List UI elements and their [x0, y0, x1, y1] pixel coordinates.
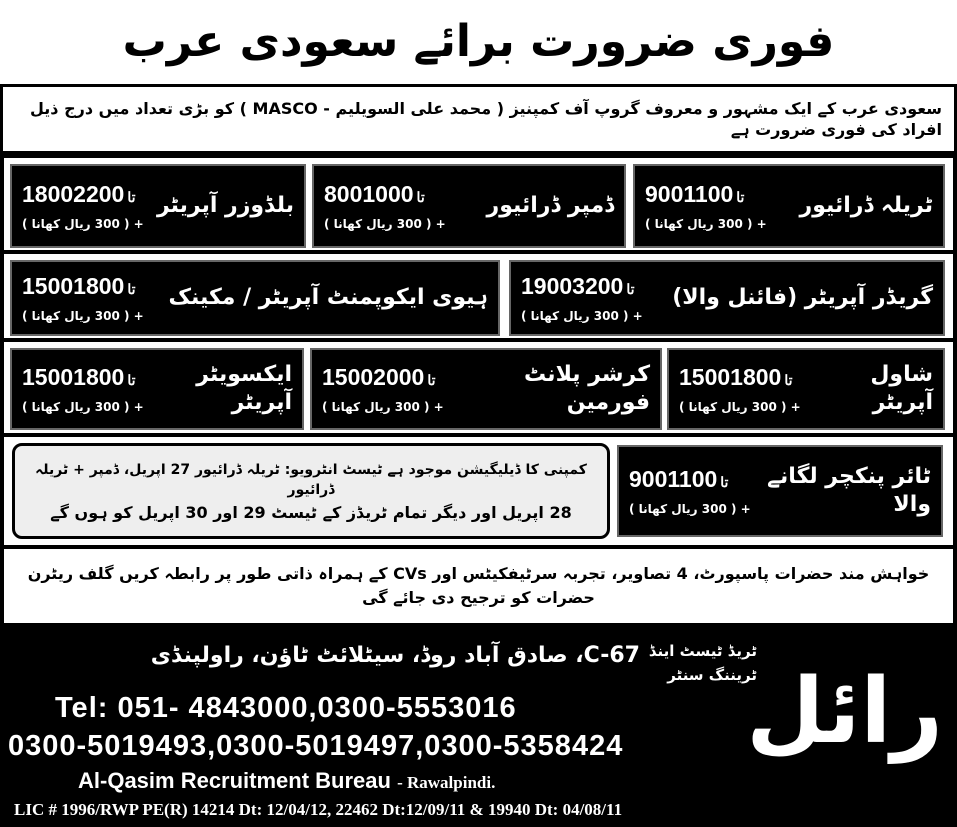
- job-title: گریڈر آپریٹر (فائنل والا): [672, 285, 933, 310]
- food-allowance: + ( 300 ریال کھانا ): [322, 399, 444, 414]
- salary-max: 1800: [73, 363, 125, 390]
- salary-block: [645, 181, 767, 232]
- salary-min: 1500: [22, 363, 74, 390]
- application-instructions-text: خواہش مند حضرات پاسپورٹ، 4 تصاویر، تجربہ سرٹیفکیٹس اور CVs کے ہمراہ ذاتی طور پر رابطہ کریں گلف ریٹرن حضرات کو ترجیح دی جائے گی: [27, 564, 930, 607]
- salary-to: تا: [416, 188, 425, 205]
- note-line-2: 28 اپریل اور دیگر تمام ٹریڈز کے ٹیسٹ 29 اور 30 اپریل کو ہوں گے: [50, 502, 572, 522]
- note-line-1: کمپنی کا ڈیلیگیشن موجود ہے ٹیسٹ انٹرویو: ٹریلہ ڈرائیور 27 اپریل، ڈمپر + ٹریلہ ڈرائیور: [35, 461, 587, 498]
- job-title: کرشر پلانٹ فورمین: [524, 362, 650, 415]
- salary-range: [679, 364, 801, 393]
- salary-to: تا: [736, 188, 745, 205]
- salary-min: 800: [324, 180, 363, 207]
- job-title: شاول آپریٹر: [870, 362, 933, 415]
- jobs-row-1: [0, 154, 957, 250]
- salary-max: 1800: [73, 272, 125, 299]
- salary-to: تا: [784, 371, 793, 388]
- food-allowance: + ( 300 ریال کھانا ): [521, 308, 643, 323]
- salary-block: [629, 466, 751, 517]
- bureau-name: [78, 768, 495, 796]
- ad-headline: فوری ضرورت برائے سعودی عرب: [122, 16, 835, 67]
- salary-max: 1000: [362, 180, 414, 207]
- training-center-label: [649, 639, 757, 687]
- salary-to: تا: [127, 280, 136, 297]
- job-card: [617, 445, 943, 537]
- food-allowance: + ( 300 ریال کھانا ): [22, 216, 144, 231]
- food-allowance: + ( 300 ریال کھانا ): [645, 216, 767, 231]
- salary-max: 2200: [73, 180, 125, 207]
- salary-range: [22, 181, 144, 210]
- salary-block: [324, 181, 446, 232]
- food-allowance: + ( 300 ریال کھانا ): [22, 308, 144, 323]
- salary-range: [324, 181, 446, 210]
- royal-logo: رائل: [746, 659, 943, 764]
- jobs-row-2: [0, 250, 957, 338]
- salary-max: 2000: [373, 363, 425, 390]
- intro-text: [0, 84, 957, 154]
- bureau-title: Al-Qasim Recruitment Bureau: [78, 768, 391, 793]
- telephone-numbers: Tel: 051- 4843000,0300-5553016: [55, 692, 517, 724]
- job-title: ہیوی ایکوپمنٹ آپریٹر / مکینک: [168, 285, 488, 310]
- food-allowance: + ( 300 ریال کھانا ): [22, 399, 144, 414]
- job-card: [509, 260, 945, 336]
- salary-block: [22, 364, 144, 415]
- salary-block: [521, 273, 643, 324]
- salary-max: 3200: [572, 272, 624, 299]
- food-allowance: + ( 300 ریال کھانا ): [679, 399, 801, 414]
- salary-max: 1100: [683, 180, 734, 207]
- license-info: LIC # 1996/RWP PE(R) 14214 Dt: 12/04/12, 22462 Dt:12/09/11 & 19940 Dt: 04/08/11: [14, 800, 623, 819]
- salary-range: [22, 273, 144, 302]
- application-instructions: [0, 545, 957, 627]
- salary-range: [629, 466, 751, 495]
- salary-range: [645, 181, 767, 210]
- salary-to: تا: [720, 473, 729, 490]
- salary-min: 1500: [322, 363, 374, 390]
- salary-block: [22, 273, 144, 324]
- job-title: ٹائر پنکچر لگانے والا: [767, 464, 931, 517]
- job-card: [10, 260, 500, 336]
- job-card: [312, 164, 626, 248]
- salary-range: [322, 364, 444, 393]
- job-card: [10, 348, 304, 430]
- salary-min: 900: [629, 465, 668, 492]
- bureau-city: - Rawalpindi.: [397, 773, 496, 792]
- mobile-numbers: 0300-5019493,0300-5019497,0300-5358424: [8, 730, 624, 762]
- salary-max: 1800: [730, 363, 782, 390]
- salary-min: 1500: [679, 363, 731, 390]
- salary-range: [22, 364, 144, 393]
- salary-to: تا: [127, 188, 136, 205]
- intro-text-content: سعودی عرب کے ایک مشہور و معروف گروپ آف کمپنیز ( محمد علی السویلیم - MASCO ) کو بڑی تعداد میں درج ذیل افراد کی فوری ضرورت ہے: [30, 99, 942, 139]
- jobs-row-3: [0, 338, 957, 433]
- center-line-2: ٹریننگ سنٹر: [667, 666, 757, 684]
- salary-min: 1900: [521, 272, 573, 299]
- salary-range: [521, 273, 643, 302]
- job-title: ڈمپر ڈرائیور: [486, 193, 614, 218]
- food-allowance: + ( 300 ریال کھانا ): [324, 216, 446, 231]
- salary-block: [322, 364, 444, 415]
- job-card: [667, 348, 945, 430]
- salary-to: تا: [427, 371, 436, 388]
- job-card: [310, 348, 662, 430]
- salary-block: [679, 364, 801, 415]
- salary-block: [22, 181, 144, 232]
- contact-footer: [0, 627, 957, 827]
- job-title: ایکسویٹر آپریٹر: [196, 362, 292, 415]
- job-card: [633, 164, 945, 248]
- address: C-67، صادق آباد روڈ، سیٹلائٹ ٹاؤن، راولپنڈی: [150, 643, 640, 668]
- salary-min: 1800: [22, 180, 74, 207]
- food-allowance: + ( 300 ریال کھانا ): [629, 501, 751, 516]
- job-title: بلڈوزر آپریٹر: [156, 193, 294, 218]
- salary-min: 1500: [22, 272, 74, 299]
- job-title: ٹریلہ ڈرائیور: [799, 193, 933, 218]
- interview-schedule-note: [12, 443, 610, 539]
- salary-to: تا: [626, 280, 635, 297]
- salary-max: 1100: [667, 465, 718, 492]
- job-card: [10, 164, 306, 248]
- salary-min: 900: [645, 180, 684, 207]
- salary-to: تا: [127, 371, 136, 388]
- center-line-1: ٹریڈ ٹیسٹ اینڈ: [648, 642, 757, 660]
